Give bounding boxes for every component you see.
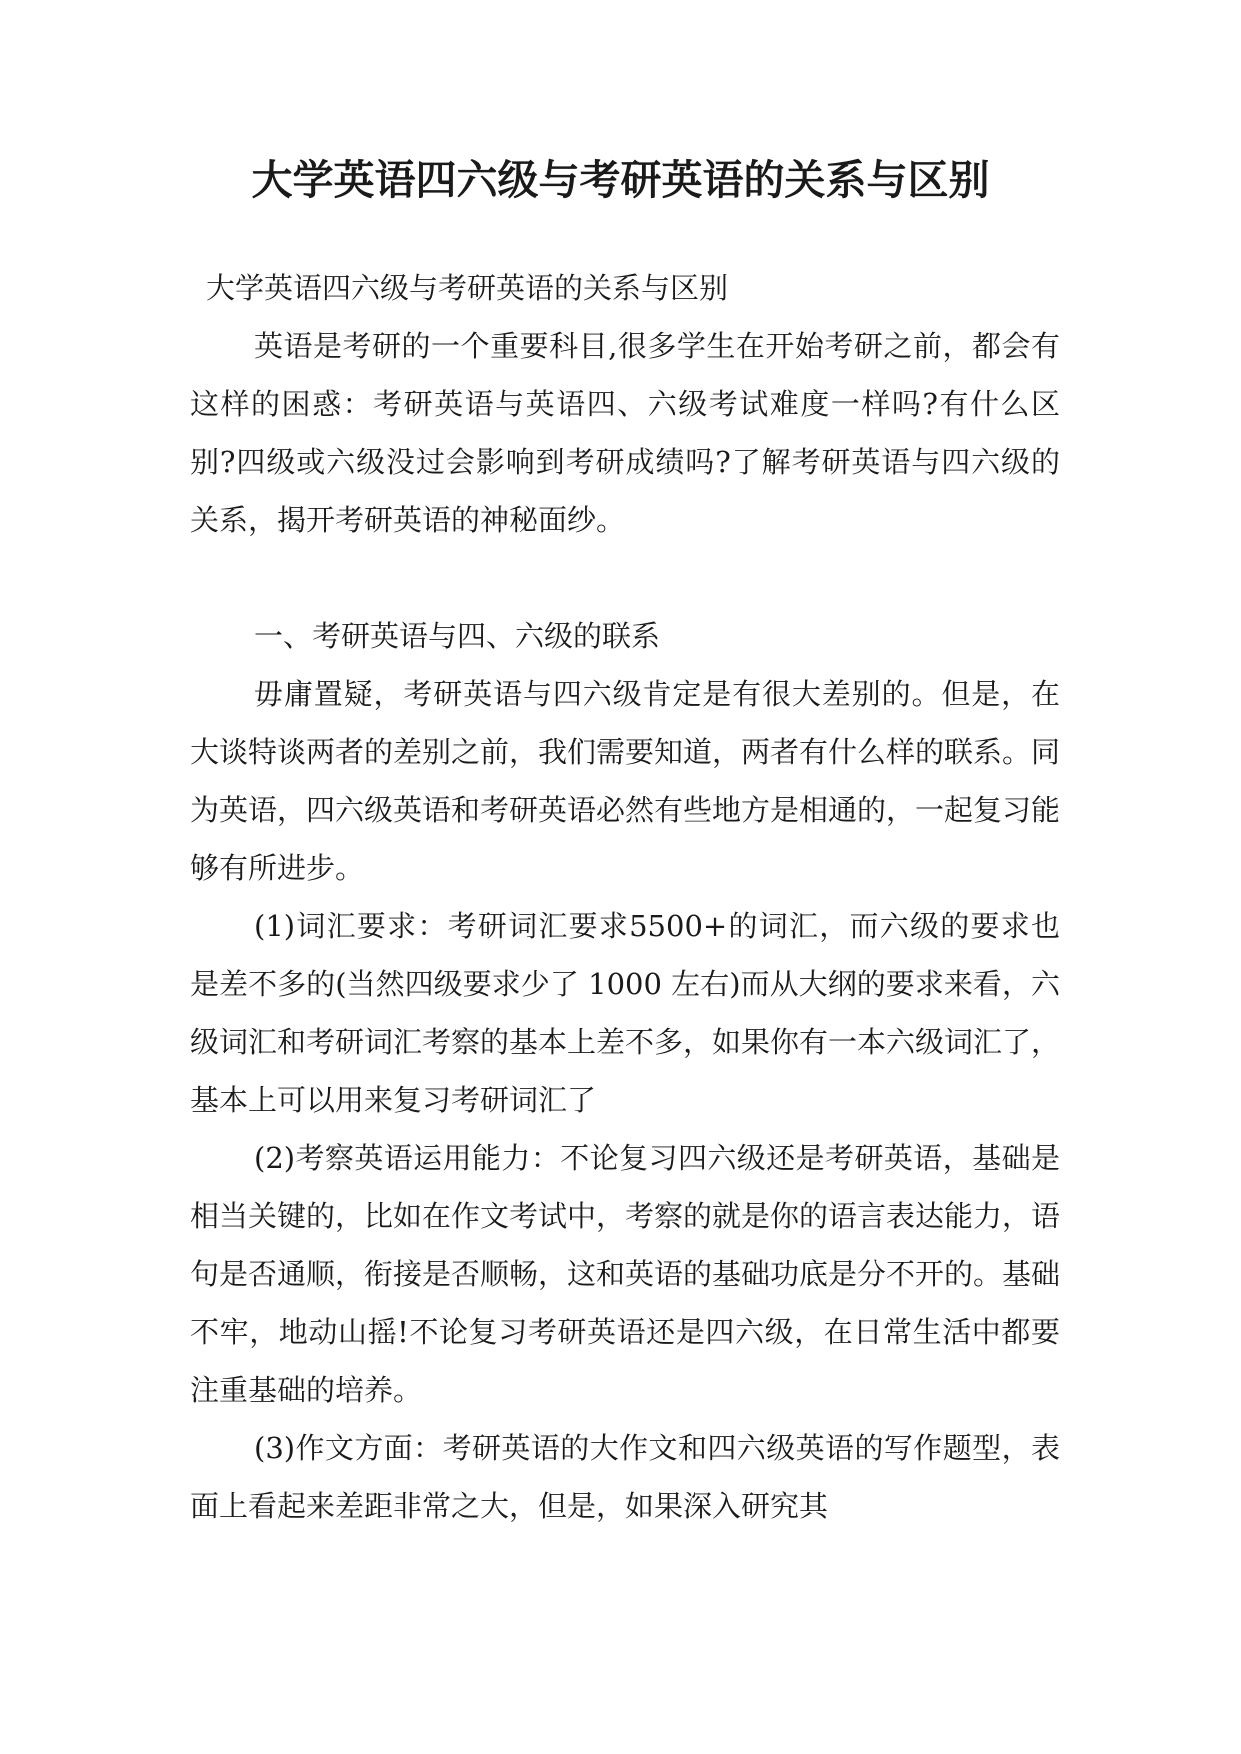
point-language-ability: (2)考察英语运用能力：不论复习四六级还是考研英语，基础是相当关键的，比如在作文考试中，考察的就是你的语言表达能力，语句是否通顺，衔接是否顺畅，这和英语的基础功底是分不开的。基础不牢，地动山摇!不论复习考研英语还是四六级，在日常生活中都要注重基础的培养。 [190,1141,1061,1407]
intro-paragraph: 英语是考研的一个重要科目,很多学生在开始考研之前，都会有这样的困惑：考研英语与英语四、六级考试难度一样吗?有什么区别?四级或六级没过会影响到考研成绩吗?了解考研英语与四六级的关系，揭开考研英语的神秘面纱。 [190,329,1060,537]
section-paragraph: 毋庸置疑，考研英语与四六级肯定是有很大差别的。但是，在大谈特谈两者的差别之前，我们需要知道，两者有什么样的联系。同为英语，四六级英语和考研英语必然有些地方是相通的，一起复习能够有所进步。 [190,677,1061,885]
paragraph-spacer [190,549,1060,607]
point-writing: (3)作文方面：考研英语的大作文和四六级英语的写作题型，表面上看起来差距非常之大，但是，如果深入研究其 [190,1431,1060,1523]
document-subtitle: 大学英语四六级与考研英语的关系与区别 [206,271,729,305]
document-title: 大学英语四六级与考研英语的关系与区别 [251,156,990,204]
section-heading: 一、考研英语与四、六级的联系 [254,619,661,653]
document-body [190,259,1060,1535]
point-vocabulary: (1)词汇要求：考研词汇要求5500+的词汇，而六级的要求也是差不多的(当然四级要求少了 1000 左右)而从大纲的要求来看，六级词汇和考研词汇考察的基本上差不多，如果你有一本六级词汇了，基本上可以用来复习考研词汇了 [190,909,1061,1117]
